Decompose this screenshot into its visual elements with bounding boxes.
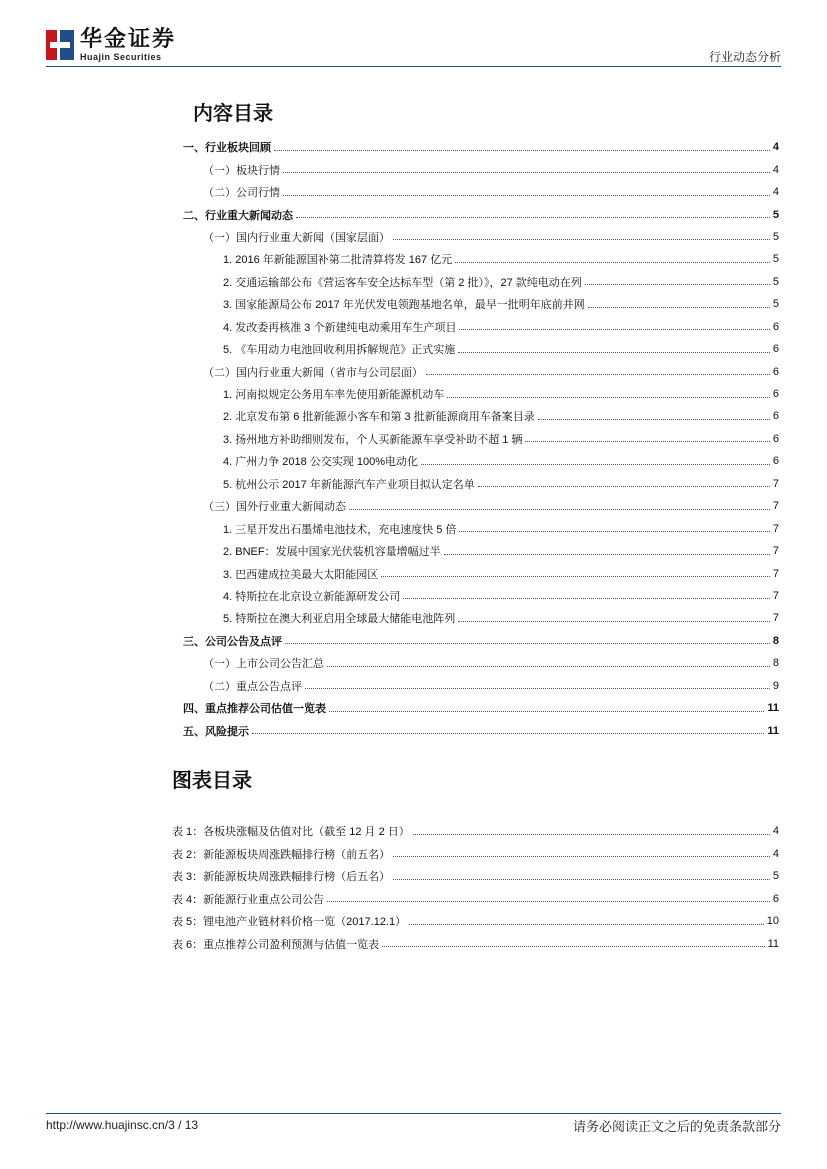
toc-entry[interactable] (183, 360, 779, 382)
disclaimer-notice: 请务必阅读正文之后的免责条款部分 (572, 1119, 781, 1134)
dot-leader (252, 733, 764, 734)
toc-entry[interactable] (183, 540, 779, 562)
entry-page-number: 5 (772, 298, 779, 311)
entry-title: 5. 杭州公示 2017 年新能源汽车产业项目拟认定名单 (223, 478, 475, 491)
toc-entry[interactable] (183, 607, 779, 629)
toc-entry[interactable] (183, 383, 779, 405)
entry-title: 4. 广州力争 2018 公交实现 100%电动化 (223, 456, 419, 469)
dot-leader (329, 711, 764, 712)
entry-title: 4. 特斯拉在北京设立新能源研发公司 (223, 590, 401, 603)
dot-leader (478, 486, 770, 487)
logo-chinese-name: 华金证券 (80, 26, 177, 51)
figure-toc-list (172, 820, 779, 955)
toc-entry[interactable] (183, 428, 779, 450)
entry-page-number: 6 (772, 892, 779, 905)
toc-entry[interactable] (183, 585, 779, 607)
figure-entry[interactable] (172, 933, 779, 956)
toc-entry[interactable] (183, 158, 779, 180)
entry-title: 表 2：新能源板块周涨跌幅排行榜（前五名） (172, 848, 391, 861)
dot-leader (413, 834, 770, 835)
entry-page-number: 7 (772, 612, 779, 625)
entry-page-number: 8 (772, 634, 779, 647)
toc-entry[interactable] (183, 226, 779, 248)
entry-title: 表 1：各板块涨幅及估值对比（截至 12 月 2 日） (172, 826, 410, 839)
entry-page-number: 11 (767, 702, 779, 715)
entry-page-number: 6 (772, 343, 779, 356)
entry-title: 二、行业重大新闻动态 (183, 209, 293, 222)
dot-leader (285, 643, 770, 644)
entry-page-number: 10 (766, 915, 779, 928)
logo-english-name: Huajin Securities (80, 52, 162, 62)
dot-leader (459, 329, 769, 330)
entry-title: 3. 巴西建成拉美最大太阳能园区 (223, 568, 379, 581)
dot-leader (403, 598, 770, 599)
entry-title: 3. 扬州地方补助细则发布，个人买新能源车享受补助不超 1 辆 (223, 433, 523, 446)
dot-leader (455, 262, 770, 263)
page-header (0, 0, 827, 70)
entry-title: 1. 三星开发出石墨烯电池技术，充电速度快 5 倍 (223, 523, 457, 536)
toc-entry[interactable] (183, 405, 779, 427)
toc-entry[interactable] (183, 338, 779, 360)
entry-title: 2. 北京发布第 6 批新能源小客车和第 3 批新能源商用车备案目录 (223, 411, 535, 424)
toc-entry[interactable] (183, 675, 779, 697)
entry-title: 三、公司公告及点评 (183, 635, 282, 648)
entry-title: 1. 2016 年新能源国补第二批清算将发 167 亿元 (223, 254, 453, 267)
entry-title: （二）公司行情 (203, 187, 280, 200)
header-divider (46, 66, 781, 67)
dot-leader (447, 397, 770, 398)
entry-page-number: 9 (772, 679, 779, 692)
entry-title: 一、行业板块回顾 (183, 142, 271, 155)
entry-title: 1. 河南拟规定公务用车率先使用新能源机动车 (223, 389, 445, 402)
toc-entry[interactable] (183, 630, 779, 652)
entry-title: （二）重点公告点评 (203, 680, 302, 693)
dot-leader (393, 856, 770, 857)
dot-leader (525, 441, 769, 442)
entry-page-number: 4 (772, 141, 779, 154)
toc-entry[interactable] (183, 136, 779, 158)
toc-entry[interactable] (183, 652, 779, 674)
dot-leader (459, 531, 769, 532)
entry-title: 表 4：新能源行业重点公司公告 (172, 893, 325, 906)
toc-entry[interactable] (183, 719, 779, 741)
entry-page-number: 6 (772, 432, 779, 445)
dot-leader (444, 554, 770, 555)
toc-entry[interactable] (183, 181, 779, 203)
figure-entry[interactable] (172, 820, 779, 843)
entry-page-number: 7 (772, 545, 779, 558)
entry-page-number: 7 (772, 522, 779, 535)
figure-entry[interactable] (172, 843, 779, 866)
entry-page-number: 5 (772, 870, 779, 883)
entry-page-number: 4 (772, 186, 779, 199)
entry-page-number: 6 (772, 365, 779, 378)
dot-leader (393, 879, 770, 880)
entry-page-number: 11 (767, 937, 779, 950)
footer-divider (46, 1113, 781, 1114)
dot-leader (283, 195, 770, 196)
dot-leader (409, 924, 764, 925)
entry-title: 表 5：锂电池产业链材料价格一览（2017.12.1） (172, 916, 407, 929)
entry-page-number: 4 (772, 163, 779, 176)
toc-entry[interactable] (183, 293, 779, 315)
dot-leader (349, 509, 770, 510)
entry-page-number: 7 (772, 500, 779, 513)
entry-title: （三）国外行业重大新闻动态 (203, 501, 346, 514)
dot-leader (381, 576, 770, 577)
page-indicator: 3 / 13 (168, 1118, 199, 1132)
toc-title: 内容目录 (193, 103, 273, 125)
entry-title: 表 6：重点推荐公司盈利预测与估值一览表 (172, 938, 380, 951)
entry-page-number: 5 (772, 253, 779, 266)
toc-entry[interactable] (183, 203, 779, 225)
dot-leader (327, 901, 770, 902)
entry-page-number: 4 (772, 847, 779, 860)
entry-page-number: 5 (772, 208, 779, 221)
toc-list (183, 136, 779, 742)
toc-entry[interactable] (183, 495, 779, 517)
entry-page-number: 8 (772, 657, 779, 670)
figure-toc-title: 图表目录 (172, 770, 252, 792)
dot-leader (274, 150, 770, 151)
figure-entry[interactable] (172, 888, 779, 911)
footer-left (46, 1118, 198, 1132)
entry-title: （一）国内行业重大新闻（国家层面） (203, 231, 390, 244)
report-type: 行业动态分析 (708, 50, 781, 64)
entry-page-number: 6 (772, 410, 779, 423)
figure-entry[interactable] (172, 910, 779, 933)
dot-leader (538, 419, 770, 420)
dot-leader (458, 352, 770, 353)
entry-title: （一）上市公司公告汇总 (203, 658, 324, 671)
entry-page-number: 6 (772, 388, 779, 401)
toc-entry[interactable] (183, 517, 779, 539)
entry-page-number: 7 (772, 589, 779, 602)
entry-title: 5. 特斯拉在澳大利亚启用全球最大储能电池阵列 (223, 613, 456, 626)
dot-leader (393, 239, 770, 240)
entry-title: （二）国内行业重大新闻（省市与公司层面） (203, 366, 423, 379)
footer-url-link[interactable]: http://www.huajinsc.cn/ (46, 1118, 169, 1132)
entry-page-number: 6 (772, 455, 779, 468)
dot-leader (382, 946, 764, 947)
entry-page-number: 5 (772, 230, 779, 243)
entry-page-number: 11 (767, 724, 779, 737)
dot-leader (426, 374, 770, 375)
dot-leader (283, 172, 770, 173)
dot-leader (585, 284, 770, 285)
dot-leader (305, 688, 770, 689)
entry-page-number: 7 (772, 567, 779, 580)
entry-title: 表 3：新能源板块周涨跌幅排行榜（后五名） (172, 871, 391, 884)
toc-entry[interactable] (183, 562, 779, 584)
entry-title: （一）板块行情 (203, 164, 280, 177)
entry-title: 5. 《车用动力电池回收利用拆解规范》正式实施 (223, 344, 456, 357)
entry-title: 四、重点推荐公司估值一览表 (183, 703, 326, 716)
entry-title: 2. 交通运输部公布《营运客车安全达标车型（第 2 批）》，27 款纯电动在列 (223, 276, 582, 289)
entry-title: 3. 国家能源局公布 2017 年光伏发电领跑基地名单，最早一批明年底前并网 (223, 299, 585, 312)
toc-entry[interactable] (183, 248, 779, 270)
huajin-logo-icon (46, 30, 74, 60)
dot-leader (421, 464, 770, 465)
entry-page-number: 7 (772, 477, 779, 490)
entry-page-number: 5 (772, 275, 779, 288)
entry-title: 2. BNEF：发展中国家光伏装机容量增幅过半 (223, 546, 441, 559)
toc-entry[interactable] (183, 473, 779, 495)
toc-entry[interactable] (183, 316, 779, 338)
toc-entry[interactable] (183, 271, 779, 293)
entry-page-number: 4 (772, 825, 779, 838)
dot-leader (458, 621, 770, 622)
entry-title: 4. 发改委再核准 3 个新建纯电动乘用车生产项目 (223, 321, 457, 334)
entry-page-number: 6 (772, 320, 779, 333)
dot-leader (588, 307, 770, 308)
dot-leader (296, 217, 770, 218)
toc-entry[interactable] (183, 450, 779, 472)
figure-entry[interactable] (172, 865, 779, 888)
dot-leader (327, 666, 770, 667)
toc-entry[interactable] (183, 697, 779, 719)
entry-title: 五、风险提示 (183, 725, 249, 738)
